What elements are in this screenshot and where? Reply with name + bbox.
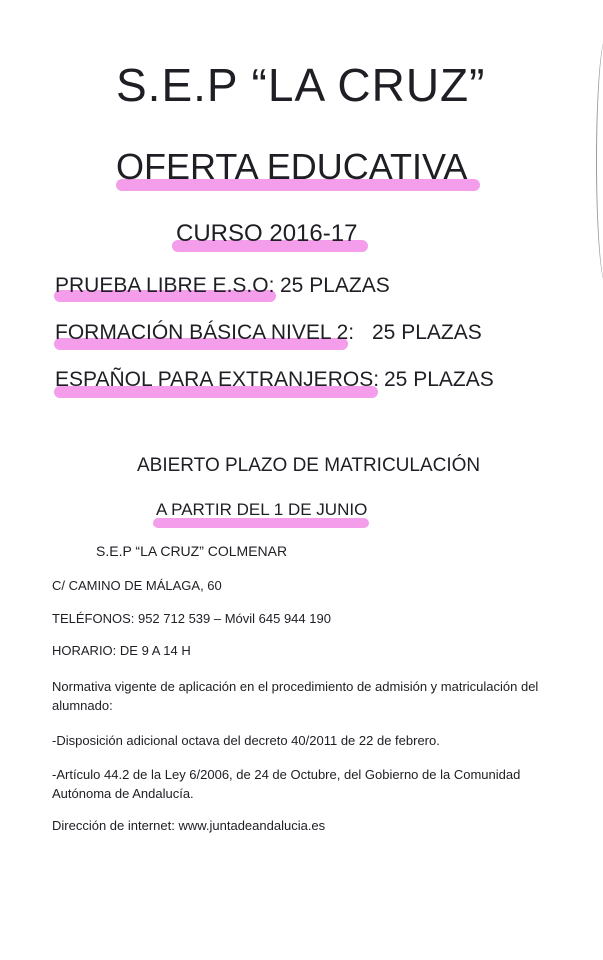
enrollment-from: A PARTIR DEL 1 DE JUNIO [156, 500, 368, 519]
offer-1-places: 25 PLAZAS [280, 274, 390, 297]
address: C/ CAMINO DE MÁLAGA, 60 [52, 578, 222, 593]
offer-2-places: 25 PLAZAS [372, 321, 482, 344]
phones: TELÉFONOS: 952 712 539 – Móvil 645 944 190 [52, 611, 331, 626]
regulation-intro: Normativa vigente de aplicación en el procedimiento de admisión y matriculación del alumnado: [52, 679, 539, 713]
offer-title: OFERTA EDUCATIVA [116, 146, 468, 187]
regulation-item-2: -Artículo 44.2 de la Ley 6/2006, de 24 de Octubre, del Gobierno de la Comunidad Autónoma de Andalucía. [52, 767, 521, 801]
offer-3-places: 25 PLAZAS [384, 368, 494, 391]
center-name: S.E.P “LA CRUZ” COLMENAR [96, 543, 288, 559]
offer-2-name: FORMACIÓN BÁSICA NIVEL 2: [55, 321, 355, 344]
scan-edge-mark [596, 36, 603, 286]
enrollment-open: ABIERTO PLAZO DE MATRICULACIÓN [137, 455, 481, 476]
website: Dirección de internet: www.juntadeandalucia.es [52, 818, 326, 833]
offer-1-name: PRUEBA LIBRE E.S.O: [55, 274, 275, 297]
course-label: CURSO 2016-17 [176, 220, 358, 247]
schedule: HORARIO: DE 9 A 14 H [52, 643, 191, 658]
school-title: S.E.P “LA CRUZ” [116, 59, 486, 111]
offer-3-name: ESPAÑOL PARA EXTRANJEROS: [55, 368, 380, 391]
regulation-item-1: -Disposición adicional octava del decreto 40/2011 de 22 de febrero. [52, 733, 440, 748]
